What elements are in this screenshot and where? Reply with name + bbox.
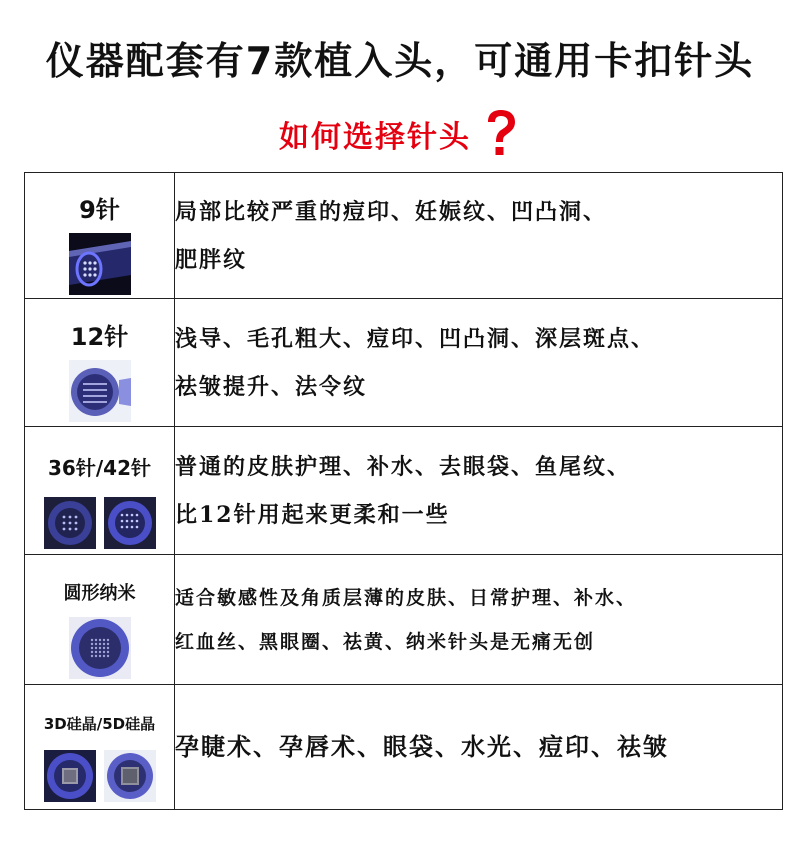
table-row [25,555,783,685]
needle-42-image [104,497,156,549]
needle-label: 12针 [70,323,129,351]
description-line: 普通的皮肤护理、补水、去眼袋、鱼尾纹、 [175,453,632,480]
description-cell [175,173,783,299]
table-row [25,427,783,555]
needle-cell [25,427,175,555]
needle-images [25,360,174,422]
needle-label: 3D硅晶/5D硅晶 [43,714,156,733]
needle-label: 36针/42针 [48,456,151,480]
needle-cell [25,555,175,685]
silicon-3d-image [44,750,96,802]
nano-needle-image [69,617,131,679]
needle-table [24,172,783,810]
description-line: 适合敏感性及角质层薄的皮肤、日常护理、补水、 [175,586,638,609]
table-row [25,173,783,299]
needle-cell [25,299,175,427]
question-mark-icon [481,108,521,160]
description-cell [175,427,783,555]
needle-cell [25,173,175,299]
description-line: 肥胖纹 [175,246,248,273]
description-cell [175,685,783,810]
table-row [25,685,783,810]
description-line: 红血丝、黑眼圈、祛黄、纳米针头是无痛无创 [175,630,596,653]
needle-9-image [69,233,131,295]
needle-cell [25,685,175,810]
needle-images [25,233,174,295]
needle-label: 圆形纳米 [63,582,136,604]
description-line: 祛皱提升、法令纹 [175,373,368,400]
needle-images [25,750,174,802]
subtitle-row [0,104,800,164]
needle-images [25,617,174,679]
needle-12-image [69,360,131,422]
description-line: 比12针用起来更柔和一些 [175,501,450,528]
description-line: 浅导、毛孔粗大、痘印、凹凸洞、深层斑点、 [175,325,656,352]
silicon-5d-image [104,750,156,802]
needle-label: 9针 [79,196,120,224]
description-line: 局部比较严重的痘印、妊娠纹、凹凸洞、 [175,198,608,225]
needle-images [25,497,174,549]
page-title: 仪器配套有7款植入头，可通用卡扣针头 [45,39,755,83]
description-cell [175,555,783,685]
subtitle: 如何选择针头 [279,120,471,155]
needle-36-image [44,497,96,549]
description-line: 孕睫术、孕唇术、眼袋、水光、痘印、祛皱 [175,732,669,761]
table-row [25,299,783,427]
description-cell [175,299,783,427]
